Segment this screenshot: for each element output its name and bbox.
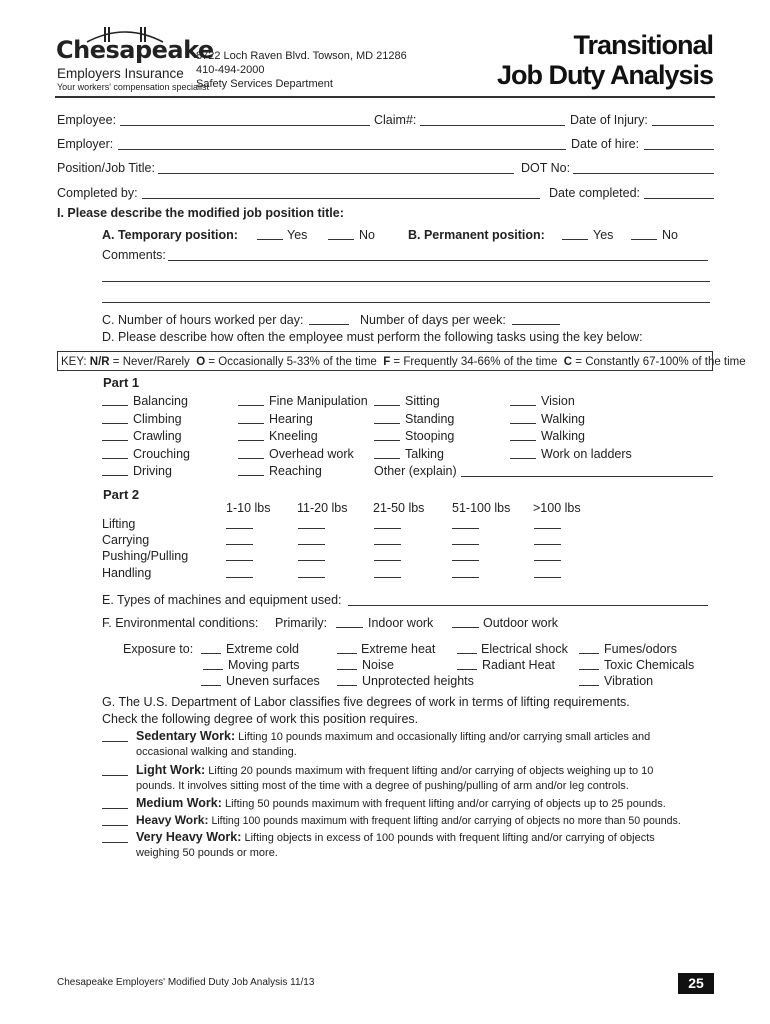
uneven-surfaces-label: Uneven surfaces bbox=[226, 674, 320, 688]
handling-label: Handling bbox=[102, 566, 152, 580]
carrying-weight-3-blank[interactable] bbox=[374, 533, 401, 545]
radiant-heat-blank[interactable] bbox=[457, 658, 477, 670]
date-hire-label: Date of hire: bbox=[571, 137, 640, 151]
talking-label: Talking bbox=[405, 447, 444, 461]
driving-label: Driving bbox=[133, 464, 172, 478]
kneeling-label: Kneeling bbox=[269, 429, 318, 443]
medium-text bbox=[136, 796, 666, 810]
exposure-label: Exposure to: bbox=[123, 642, 194, 656]
light-label: Light Work: bbox=[136, 763, 206, 777]
walking-blank-2[interactable] bbox=[510, 429, 536, 441]
comments-label: Comments: bbox=[102, 248, 166, 262]
primarily-label: Primarily: bbox=[275, 616, 328, 630]
reaching-label: Reaching bbox=[269, 464, 322, 478]
machines-field[interactable] bbox=[348, 605, 708, 606]
hearing-label: Hearing bbox=[269, 412, 313, 426]
extreme-heat-blank[interactable] bbox=[337, 642, 357, 654]
date-injury-field[interactable] bbox=[652, 125, 714, 126]
extreme-heat-label: Extreme heat bbox=[361, 642, 436, 656]
hearing-blank[interactable] bbox=[238, 412, 264, 424]
dol-intro-2: Check the following degree of work this position requires. bbox=[102, 712, 419, 726]
climbing-blank[interactable] bbox=[102, 412, 128, 424]
driving-blank[interactable] bbox=[102, 464, 128, 476]
crawling-blank[interactable] bbox=[102, 429, 128, 441]
carrying-weight-5-blank[interactable] bbox=[534, 533, 561, 545]
noise-label: Noise bbox=[362, 658, 394, 672]
handling-weight-5-blank[interactable] bbox=[534, 566, 561, 578]
permanent-yes-label: Yes bbox=[593, 228, 614, 242]
part2-label: Part 2 bbox=[103, 487, 140, 502]
address-line-3: Safety Services Department bbox=[196, 78, 333, 90]
key-prefix: KEY: bbox=[61, 356, 87, 368]
address-line-2: 410-494-2000 bbox=[196, 64, 265, 76]
sitting-label: Sitting bbox=[405, 394, 440, 408]
dot-label: DOT No: bbox=[521, 161, 571, 175]
comments-field-3[interactable] bbox=[102, 302, 710, 303]
extreme-cold-blank[interactable] bbox=[201, 642, 221, 654]
lifting-weight-5-blank[interactable] bbox=[534, 517, 561, 529]
fine-manipulation-blank[interactable] bbox=[238, 394, 264, 406]
title-line-1: Transitional bbox=[573, 30, 713, 60]
outdoor-label: Outdoor work bbox=[483, 616, 559, 630]
work-on-ladders-blank[interactable] bbox=[510, 447, 536, 459]
crouching-blank[interactable] bbox=[102, 447, 128, 459]
date-injury-label: Date of Injury: bbox=[570, 113, 648, 127]
light-text bbox=[136, 763, 653, 777]
crouching-label: Crouching bbox=[133, 447, 190, 461]
lifting-weight-1-blank[interactable] bbox=[226, 517, 253, 529]
key-c: C bbox=[563, 356, 573, 368]
stooping-blank[interactable] bbox=[374, 429, 400, 441]
outdoor-blank[interactable] bbox=[452, 616, 479, 628]
hours-label: C. Number of hours worked per day: bbox=[102, 313, 304, 327]
overhead-work-blank[interactable] bbox=[238, 447, 264, 459]
dol-intro-1: G. The U.S. Department of Labor classifies five degrees of work in terms of lifting requirements. bbox=[102, 695, 630, 709]
walking-label-2: Walking bbox=[541, 429, 585, 443]
pushing-pulling-weight-1-blank[interactable] bbox=[226, 549, 253, 561]
toxic-chemicals-blank[interactable] bbox=[579, 658, 599, 670]
carrying-weight-2-blank[interactable] bbox=[298, 533, 325, 545]
page-number: 25 bbox=[678, 973, 714, 994]
date-hire-field[interactable] bbox=[644, 149, 714, 150]
standing-label: Standing bbox=[405, 412, 455, 426]
weight-header-1: 1-10 lbs bbox=[226, 501, 271, 515]
indoor-blank[interactable] bbox=[336, 616, 363, 628]
logo-tagline: Your workers' compensation specialist bbox=[57, 82, 209, 92]
fumes-odors-blank[interactable] bbox=[579, 642, 599, 654]
sitting-blank[interactable] bbox=[374, 394, 400, 406]
walking-label-1: Walking bbox=[541, 412, 585, 426]
key-o: O bbox=[196, 356, 206, 368]
logo-name: Chesapeake bbox=[56, 36, 214, 64]
address-line-1: 8722 Loch Raven Blvd. Towson, MD 21286 bbox=[196, 50, 407, 62]
pushing-pulling-weight-5-blank[interactable] bbox=[534, 549, 561, 561]
permanent-position-label: B. Permanent position: bbox=[408, 228, 545, 242]
reaching-blank[interactable] bbox=[238, 464, 264, 476]
temporary-no-blank[interactable] bbox=[328, 228, 354, 240]
medium-label: Medium Work: bbox=[136, 796, 222, 810]
temporary-no-label: No bbox=[359, 228, 375, 242]
walking-blank-1[interactable] bbox=[510, 412, 536, 424]
vision-blank[interactable] bbox=[510, 394, 536, 406]
frequency-key bbox=[57, 351, 746, 371]
employer-label: Employer: bbox=[57, 137, 114, 151]
key-f-text: = Frequently 34-66% of the time bbox=[393, 356, 558, 368]
talking-blank[interactable] bbox=[374, 447, 400, 459]
date-completed-field[interactable] bbox=[644, 198, 714, 199]
pushing-pulling-label: Pushing/Pulling bbox=[102, 549, 189, 563]
key-o-text: = Occasionally 5-33% of the time bbox=[208, 356, 377, 368]
lifting-weight-4-blank[interactable] bbox=[452, 517, 479, 529]
sedentary-description: Lifting 10 pounds maximum and occasionally lifting and/or carrying small articles and bbox=[238, 731, 651, 743]
climbing-label: Climbing bbox=[133, 412, 182, 426]
lifting-label: Lifting bbox=[102, 517, 136, 531]
key-c-text: = Constantly 67-100% of the time bbox=[575, 356, 746, 368]
crawling-label: Crawling bbox=[133, 429, 182, 443]
handling-weight-2-blank[interactable] bbox=[298, 566, 325, 578]
medium-blank[interactable] bbox=[102, 797, 128, 809]
completed-by-field[interactable] bbox=[142, 198, 540, 199]
very-heavy-blank[interactable] bbox=[102, 831, 128, 843]
toxic-chemicals-label: Toxic Chemicals bbox=[604, 658, 695, 672]
tasks-description: D. Please describe how often the employee must perform the following tasks using the key below: bbox=[102, 330, 643, 344]
heavy-text bbox=[136, 813, 681, 827]
key-nr-text: = Never/Rarely bbox=[112, 356, 190, 368]
handling-weight-3-blank[interactable] bbox=[374, 566, 401, 578]
work-on-ladders-label: Work on ladders bbox=[541, 447, 632, 461]
carrying-weight-4-blank[interactable] bbox=[452, 533, 479, 545]
section1-heading: I. Please describe the modified job position title: bbox=[57, 206, 344, 220]
completed-by-label: Completed by: bbox=[57, 186, 138, 200]
heavy-blank[interactable] bbox=[102, 814, 128, 826]
radiant-heat-label: Radiant Heat bbox=[482, 658, 555, 672]
other-explain-field[interactable] bbox=[461, 476, 713, 477]
employee-label: Employee: bbox=[57, 113, 117, 127]
weight-header-5: >100 lbs bbox=[533, 501, 581, 515]
weight-header-3: 21-50 lbs bbox=[373, 501, 425, 515]
medium-description: Lifting 50 pounds maximum with frequent lifting and/or carrying of objects up to 25 pounds. bbox=[224, 798, 666, 810]
vibration-label: Vibration bbox=[604, 674, 654, 688]
permanent-no-blank[interactable] bbox=[631, 228, 657, 240]
sedentary-label: Sedentary Work: bbox=[136, 729, 236, 743]
heavy-description: Lifting 100 pounds maximum with frequent lifting and/or carrying of objects no more than 50 pounds. bbox=[211, 815, 681, 827]
claim-label: Claim#: bbox=[374, 113, 417, 127]
weight-header-4: 51-100 lbs bbox=[452, 501, 511, 515]
temporary-yes-blank[interactable] bbox=[257, 228, 283, 240]
key-nr: N/R bbox=[89, 356, 110, 368]
kneeling-blank[interactable] bbox=[238, 429, 264, 441]
standing-blank[interactable] bbox=[374, 412, 400, 424]
moving-parts-label: Moving parts bbox=[228, 658, 300, 672]
lifting-weight-2-blank[interactable] bbox=[298, 517, 325, 529]
handling-weight-4-blank[interactable] bbox=[452, 566, 479, 578]
stooping-label: Stooping bbox=[405, 429, 455, 443]
light-description: Lifting 20 pounds maximum with frequent lifting and/or carrying of objects weighing up to 10 bbox=[208, 765, 654, 777]
vibration-blank[interactable] bbox=[579, 674, 599, 686]
temporary-yes-label: Yes bbox=[287, 228, 308, 242]
light-description-2: pounds. It involves sitting most of the time with a degree of pushing/pulling of arm and/or leg controls. bbox=[136, 780, 629, 792]
very-heavy-description: Lifting objects in excess of 100 pounds with frequent lifting and/or carrying of objects bbox=[244, 832, 655, 844]
logo-subtitle: Employers Insurance bbox=[57, 66, 184, 81]
temporary-position-label: A. Temporary position: bbox=[102, 228, 238, 242]
sedentary-blank[interactable] bbox=[102, 730, 128, 742]
heavy-label: Heavy Work: bbox=[136, 813, 209, 827]
header-divider bbox=[55, 96, 715, 98]
lifting-weight-3-blank[interactable] bbox=[374, 517, 401, 529]
pushing-pulling-weight-3-blank[interactable] bbox=[374, 549, 401, 561]
uneven-surfaces-blank[interactable] bbox=[201, 674, 221, 686]
fumes-odors-label: Fumes/odors bbox=[604, 642, 677, 656]
carrying-weight-1-blank[interactable] bbox=[226, 533, 253, 545]
date-completed-label: Date completed: bbox=[549, 186, 641, 200]
moving-parts-blank[interactable] bbox=[203, 658, 223, 670]
machines-label: E. Types of machines and equipment used: bbox=[102, 593, 342, 607]
comments-field-2[interactable] bbox=[102, 281, 710, 282]
unprotected-heights-label: Unprotected heights bbox=[362, 674, 474, 688]
unprotected-heights-blank[interactable] bbox=[337, 674, 357, 686]
hours-blank[interactable] bbox=[309, 313, 349, 325]
permanent-yes-blank[interactable] bbox=[562, 228, 588, 240]
footer-text: Chesapeake Employers' Modified Duty Job Analysis 11/13 bbox=[57, 977, 315, 988]
environmental-label: F. Environmental conditions: bbox=[102, 616, 259, 630]
dot-field[interactable] bbox=[573, 173, 714, 174]
electrical-shock-label: Electrical shock bbox=[481, 642, 568, 656]
position-label: Position/Job Title: bbox=[57, 161, 155, 175]
handling-weight-1-blank[interactable] bbox=[226, 566, 253, 578]
days-blank[interactable] bbox=[512, 313, 560, 325]
balancing-blank[interactable] bbox=[102, 394, 128, 406]
weight-header-2: 11-20 lbs bbox=[297, 501, 348, 515]
very-heavy-label: Very Heavy Work: bbox=[136, 830, 242, 844]
overhead-work-label: Overhead work bbox=[269, 447, 354, 461]
very-heavy-text bbox=[136, 830, 655, 844]
indoor-label: Indoor work bbox=[368, 616, 434, 630]
employer-field[interactable] bbox=[118, 149, 566, 150]
extreme-cold-label: Extreme cold bbox=[226, 642, 299, 656]
key-f: F bbox=[383, 356, 391, 368]
electrical-shock-blank[interactable] bbox=[457, 642, 477, 654]
vision-label: Vision bbox=[541, 394, 575, 408]
balancing-label: Balancing bbox=[133, 394, 188, 408]
pushing-pulling-weight-2-blank[interactable] bbox=[298, 549, 325, 561]
carrying-label: Carrying bbox=[102, 533, 150, 547]
days-label: Number of days per week: bbox=[360, 313, 506, 327]
comments-field-1[interactable] bbox=[168, 260, 708, 261]
sedentary-text bbox=[136, 729, 650, 743]
employee-field[interactable] bbox=[120, 125, 370, 126]
fine-manipulation-label: Fine Manipulation bbox=[269, 394, 368, 408]
light-blank[interactable] bbox=[102, 764, 128, 776]
title-line-2: Job Duty Analysis bbox=[496, 60, 713, 90]
other-explain-label: Other (explain) bbox=[374, 464, 457, 478]
very-heavy-description-2: weighing 50 pounds or more. bbox=[136, 847, 278, 859]
pushing-pulling-weight-4-blank[interactable] bbox=[452, 549, 479, 561]
part1-label: Part 1 bbox=[103, 375, 140, 390]
permanent-no-label: No bbox=[662, 228, 678, 242]
claim-field[interactable] bbox=[420, 125, 565, 126]
sedentary-description-2: occasional walking and standing. bbox=[136, 746, 297, 758]
noise-blank[interactable] bbox=[337, 658, 357, 670]
position-field[interactable] bbox=[158, 173, 514, 174]
